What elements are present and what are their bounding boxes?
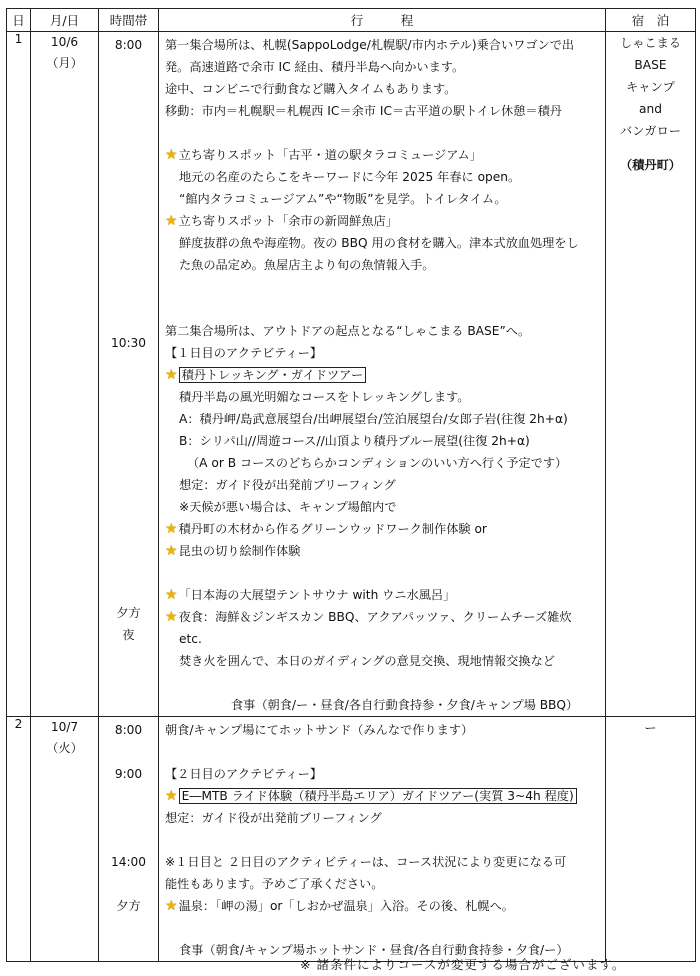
day1-line: A：積丹岬/島武意展望台/出岬展望台/笠泊展望台/女郎子岩(往復 2h+α) <box>179 412 568 426</box>
day2-activity-item <box>165 785 597 807</box>
star-icon: ★ <box>165 609 178 625</box>
day1-line: ※天候が悪い場合は、キャンプ場館内で <box>179 500 397 514</box>
day1-activity-item <box>165 584 597 606</box>
day2-time-evening: 夕方 <box>116 899 141 913</box>
day1-stay-line: バンガロー <box>620 124 681 138</box>
day1-spot-item <box>165 210 597 232</box>
header-row <box>7 9 696 32</box>
day2-activity-heading: 【２日目のアクテビティー】 <box>165 767 323 781</box>
star-icon: ★ <box>165 213 178 229</box>
day1-stay-line: BASE <box>634 58 667 72</box>
header-date: 月/日 <box>31 9 99 32</box>
day1-line: etc. <box>179 632 202 646</box>
day1-line: B：シリパ山//周遊コース//山頂より積丹ブルー展望(往復 2h+α) <box>179 434 530 448</box>
day2-activity-title: E―MTB ライド体験（積丹半島エリア）ガイドツアー(実質 3~4h 程度) <box>179 788 577 804</box>
day1-activity-item <box>165 606 597 628</box>
day1-line: 立ち寄りスポット「古平・道の駅タラコミュージアム」 <box>178 148 482 162</box>
day2-date: 10/7 <box>50 720 79 734</box>
day1-line: 立ち寄りスポット「余市の新岡鮮魚店」 <box>178 214 398 228</box>
header-day: 日 <box>7 9 31 32</box>
day1-stay <box>606 32 696 717</box>
day1-time-0800: 8:00 <box>114 38 143 52</box>
star-icon: ★ <box>165 521 178 537</box>
star-icon: ★ <box>165 367 178 383</box>
day1-line: 鮮度抜群の魚や海産物。夜の BBQ 用の食材を購入。津本式放血処理をし <box>179 236 579 250</box>
day2-time-0900: 9:00 <box>114 767 143 781</box>
day2-time-1400: 14:00 <box>110 855 147 869</box>
header-time: 時間帯 <box>99 9 159 32</box>
day1-line: 第二集合場所は、アウトドアの起点となる“しゃこまる BASE”へ。 <box>165 324 531 338</box>
day1-activity-heading: 【１日目のアクテビティー】 <box>165 346 323 360</box>
day1-activity-item <box>165 518 597 540</box>
day1-line: 想定：ガイド役が出発前ブリーフィング <box>179 478 396 492</box>
star-icon: ★ <box>165 147 178 163</box>
day1-date-cell <box>31 32 99 717</box>
day1-line: 途中、コンビニで行動食など購入タイムもあります。 <box>165 82 457 96</box>
day1-activity-title: 積丹トレッキング・ガイドツアー <box>179 367 367 383</box>
footnote: ※ 諸条件によりコースが変更する場合がございます。 <box>300 957 626 972</box>
day1-itinerary <box>159 32 606 717</box>
star-icon: ★ <box>165 788 178 804</box>
day2-number: 2 <box>7 717 31 962</box>
day1-stay-line: しゃこまる <box>620 36 681 50</box>
day1-stay-line: キャンプ <box>626 80 675 94</box>
day1-number: 1 <box>7 32 31 717</box>
day1-line: た魚の品定め。魚屋店主より旬の魚情報入手。 <box>179 258 435 272</box>
day2-activity-item <box>165 895 597 917</box>
day1-line: （A or B コースのどちらかコンディションのいい方へ行く予定です） <box>187 456 568 470</box>
star-icon: ★ <box>165 898 178 914</box>
day1-spot-item <box>165 144 597 166</box>
day1-line: 昆虫の切り絵制作体験 <box>178 544 301 558</box>
day2-meal: 食事（朝食/キャンプ場ホットサンド・昼食/各自行動食持参・夕食/ー） <box>179 943 569 957</box>
day1-weekday: （月） <box>46 56 83 70</box>
day1-line: 積丹町の木材から作るグリーンウッドワーク制作体験 or <box>178 522 487 536</box>
day1-stay-place: （積丹町） <box>620 158 681 172</box>
day1-line: 焚き火を囲んで、本日のガイディングの意見交換、現地情報交換など <box>179 654 555 668</box>
day1-date: 10/6 <box>50 35 79 49</box>
day1-meal: 食事（朝食/ー・昼食/各自行動食持参・夕食/キャンプ場 BBQ） <box>231 698 579 712</box>
header-stay: 宿 泊 <box>606 9 696 32</box>
itinerary-table <box>6 8 696 962</box>
day2-date-cell <box>31 717 99 962</box>
day2-weekday: （火） <box>46 741 83 755</box>
star-icon: ★ <box>165 587 178 603</box>
day1-time-evening: 夕方 <box>116 606 141 620</box>
day1-line: 夜食：海鮮＆ジンギスカン BBQ、アクアパッツァ、クリームチーズ雑炊 <box>178 610 572 624</box>
day2-line: 想定：ガイド役が出発前ブリーフィング <box>165 811 382 825</box>
day2-itinerary <box>159 717 606 962</box>
day1-line: 地元の名産のたらこをキーワードに今年 2025 年春に open。 <box>179 170 521 184</box>
day1-line: 積丹半島の風光明媚なコースをトレッキングします。 <box>179 390 470 404</box>
day1-row <box>7 32 696 717</box>
day1-line: 移動：市内＝札幌駅＝札幌西 IC＝余市 IC＝古平道の駅トイレ休憩＝積丹 <box>165 104 562 118</box>
day2-time-0800: 8:00 <box>114 723 143 737</box>
star-icon: ★ <box>165 543 178 559</box>
header-itinerary: 行 程 <box>159 9 606 32</box>
day1-line: “館内タラコミュージアム”や“物販”を見学。トイレタイム。 <box>179 192 507 206</box>
day2-stay <box>606 717 696 962</box>
day2-row <box>7 717 696 962</box>
day1-line: 「日本海の大展望テントサウナ with ウニ水風呂」 <box>178 588 456 602</box>
day2-stay-value: ー <box>644 721 657 735</box>
day1-line: 発。高速道路で余市 IC 経由、積丹半島へ向かいます。 <box>165 60 465 74</box>
day1-time-1030: 10:30 <box>110 336 147 350</box>
day1-activity-item <box>165 540 597 562</box>
day1-time-night: 夜 <box>122 628 135 642</box>
day1-stay-line: and <box>639 102 662 116</box>
day2-line: ※１日目と ２日目のアクティビティーは、コース状況により変更になる可 <box>165 855 567 869</box>
day2-line: 能性もあります。予めご了承ください。 <box>165 877 384 891</box>
day2-line: 朝食/キャンプ場にてホットサンド（みんなで作ります） <box>165 723 474 737</box>
day2-times <box>99 717 159 962</box>
day1-activity-item <box>165 364 597 386</box>
day2-line: 温泉：「岬の湯」or「しおかぜ温泉」入浴。その後、札幌へ。 <box>178 899 514 913</box>
day1-line: 第一集合場所は、札幌(SappoLodge/札幌駅/市内ホテル)乗合いワゴンで出 <box>165 38 575 52</box>
day1-times <box>99 32 159 717</box>
